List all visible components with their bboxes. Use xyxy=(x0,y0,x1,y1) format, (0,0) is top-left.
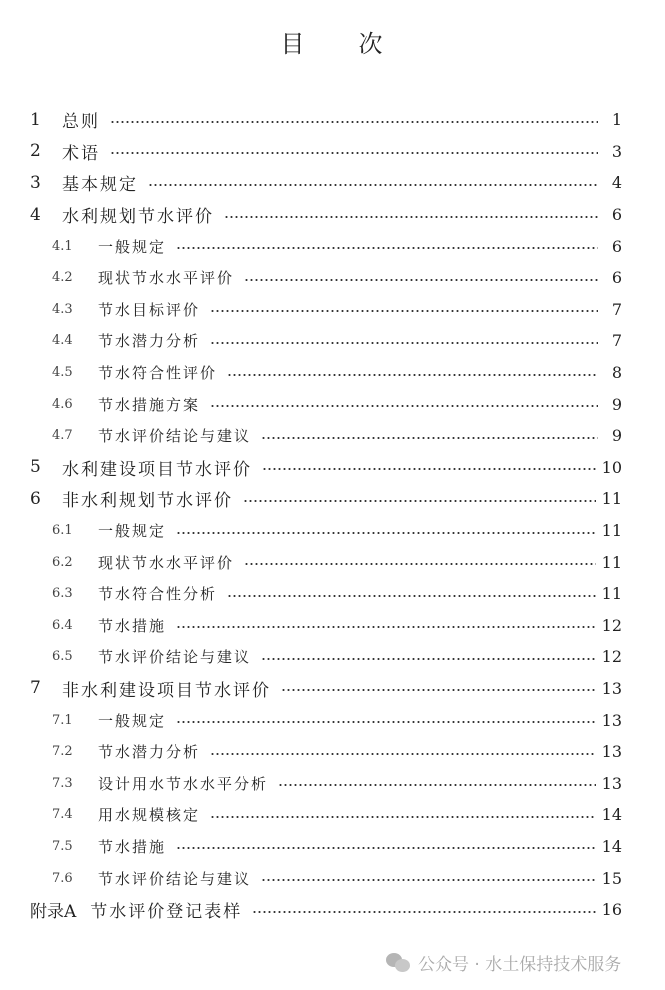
dot-leader xyxy=(227,594,596,598)
toc-entry-number: 6.4 xyxy=(52,617,73,633)
toc-entry-label: 节水潜力分析 xyxy=(98,332,201,351)
toc-entry-page: 13 xyxy=(601,710,622,730)
toc-entry[interactable] xyxy=(30,262,622,294)
dot-leader xyxy=(176,531,596,535)
toc-entry[interactable] xyxy=(30,167,622,199)
toc-entry-page: 7 xyxy=(611,299,622,319)
toc-title-char: 目 xyxy=(280,30,307,58)
toc-entry-page: 3 xyxy=(611,141,622,161)
toc-entry-page: 7 xyxy=(611,331,622,351)
dot-leader xyxy=(210,752,596,756)
watermark-text: 公众号 · 水土保持技术服务 xyxy=(418,955,622,975)
toc-entry[interactable] xyxy=(30,230,622,262)
toc-entry-page: 8 xyxy=(611,363,622,383)
toc-entry[interactable] xyxy=(30,325,622,357)
dot-leader xyxy=(281,688,596,692)
dot-leader xyxy=(278,783,596,787)
toc-entry-label: 水利建设项目节水评价 xyxy=(62,459,252,480)
toc-entry-number: 4.2 xyxy=(52,270,73,286)
toc-entry-number: 附录A xyxy=(30,902,77,923)
toc-entry[interactable] xyxy=(30,641,622,673)
toc-entry-number: 5 xyxy=(30,457,41,478)
table-of-contents xyxy=(30,104,622,925)
toc-entry[interactable] xyxy=(30,483,622,515)
toc-entry-label: 节水评价结论与建议 xyxy=(98,869,252,888)
toc-entry-number: 1 xyxy=(30,109,41,130)
toc-entry-page: 15 xyxy=(601,868,622,888)
toc-entry[interactable] xyxy=(30,831,622,863)
toc-entry-label: 总则 xyxy=(62,112,100,133)
toc-entry-page: 10 xyxy=(601,457,622,477)
toc-entry-number: 7.1 xyxy=(52,712,73,728)
dot-leader xyxy=(210,404,598,408)
toc-entry-number: 7.4 xyxy=(52,807,73,823)
toc-entry-page: 14 xyxy=(601,836,622,856)
toc-entry-page: 13 xyxy=(601,742,622,762)
toc-entry-label: 现状节水水平评价 xyxy=(98,553,235,572)
toc-entry-label: 节水符合性分析 xyxy=(98,585,218,604)
toc-entry-label: 节水目标评价 xyxy=(98,300,201,319)
dot-leader xyxy=(244,278,598,282)
toc-entry-page: 9 xyxy=(611,394,622,414)
toc-entry-label: 非水利建设项目节水评价 xyxy=(62,680,271,701)
toc-entry-page: 14 xyxy=(601,805,622,825)
toc-entry-number: 6.5 xyxy=(52,649,73,665)
toc-entry-label: 节水措施 xyxy=(98,837,167,856)
toc-entry[interactable] xyxy=(30,799,622,831)
toc-entry-number: 7.3 xyxy=(52,775,73,791)
toc-entry-label: 非水利规划节水评价 xyxy=(62,491,233,512)
toc-entry-number: 2 xyxy=(30,141,41,162)
toc-entry-number: 4 xyxy=(30,204,41,225)
toc-entry-page: 6 xyxy=(611,236,622,256)
toc-entry-number: 7.2 xyxy=(52,744,73,760)
dot-leader xyxy=(243,499,596,503)
toc-entry[interactable] xyxy=(30,294,622,326)
toc-entry[interactable] xyxy=(30,546,622,578)
toc-entry-page: 11 xyxy=(601,552,622,572)
toc-entry[interactable] xyxy=(30,610,622,642)
toc-entry-page: 11 xyxy=(601,521,622,541)
dot-leader xyxy=(176,625,596,629)
toc-entry-page: 12 xyxy=(601,615,622,635)
dot-leader xyxy=(227,373,598,377)
toc-entry[interactable] xyxy=(30,199,622,231)
toc-entry-number: 7.5 xyxy=(52,838,73,854)
toc-entry-number: 4.3 xyxy=(52,301,73,317)
toc-entry[interactable] xyxy=(30,388,622,420)
dot-leader xyxy=(224,215,598,219)
toc-entry-page: 9 xyxy=(611,426,622,446)
toc-entry[interactable] xyxy=(30,673,622,705)
toc-entry-page: 13 xyxy=(601,773,622,793)
toc-entry-label: 节水潜力分析 xyxy=(98,743,201,762)
toc-entry[interactable] xyxy=(30,357,622,389)
toc-entry[interactable] xyxy=(30,578,622,610)
toc-entry-page: 13 xyxy=(601,678,622,698)
toc-title-char: 次 xyxy=(358,30,385,58)
toc-entry-number: 6.2 xyxy=(52,554,73,570)
dot-leader xyxy=(252,910,595,914)
toc-entry-page: 6 xyxy=(611,205,622,225)
toc-entry[interactable] xyxy=(30,736,622,768)
toc-entry[interactable] xyxy=(30,104,622,136)
dot-leader xyxy=(210,309,598,313)
dot-leader xyxy=(176,846,596,850)
toc-entry-label: 术语 xyxy=(62,143,100,164)
toc-entry-number: 3 xyxy=(30,172,41,193)
dot-leader xyxy=(261,657,596,661)
dot-leader xyxy=(210,341,598,345)
toc-entry-number: 4.4 xyxy=(52,333,73,349)
toc-entry-page: 12 xyxy=(601,647,622,667)
dot-leader xyxy=(244,562,596,566)
toc-entry-label: 一般规定 xyxy=(98,522,167,541)
toc-entry-page: 11 xyxy=(601,584,622,604)
toc-entry[interactable] xyxy=(30,136,622,168)
toc-entry[interactable] xyxy=(30,862,622,894)
toc-entry-label: 节水评价结论与建议 xyxy=(98,648,252,667)
toc-entry-label: 一般规定 xyxy=(98,237,167,256)
watermark xyxy=(386,950,621,975)
toc-entry-number: 4.6 xyxy=(52,396,73,412)
dot-leader xyxy=(261,878,596,882)
toc-entry-label: 节水评价登记表样 xyxy=(90,902,243,923)
toc-entry-number: 7 xyxy=(30,678,41,699)
toc-entry-page: 16 xyxy=(601,900,622,920)
toc-entry-page: 6 xyxy=(611,268,622,288)
toc-entry-number: 4.7 xyxy=(52,428,73,444)
toc-entry-number: 4.5 xyxy=(52,365,73,381)
toc-entry-label: 节水符合性评价 xyxy=(98,364,218,383)
toc-entry-label: 一般规定 xyxy=(98,711,167,730)
toc-entry-number: 6 xyxy=(30,488,41,509)
dot-leader xyxy=(110,151,598,155)
toc-entry-number: 4.1 xyxy=(52,238,73,254)
toc-entry-label: 节水措施 xyxy=(98,616,167,635)
toc-entry-label: 水利规划节水评价 xyxy=(62,207,214,228)
toc-entry-number: 6.1 xyxy=(52,523,73,539)
dot-leader xyxy=(176,720,596,724)
toc-entry-label: 节水措施方案 xyxy=(98,395,201,414)
toc-entry-label: 节水评价结论与建议 xyxy=(98,427,252,446)
toc-entry-number: 6.3 xyxy=(52,586,73,602)
toc-entry-page: 1 xyxy=(611,110,622,130)
dot-leader xyxy=(148,183,598,187)
toc-entry[interactable] xyxy=(30,515,622,547)
toc-entry-label: 设计用水节水水平分析 xyxy=(98,774,269,793)
toc-entry[interactable] xyxy=(30,767,622,799)
dot-leader xyxy=(110,120,598,124)
toc-entry[interactable] xyxy=(30,894,622,926)
toc-entry-label: 基本规定 xyxy=(62,175,138,196)
toc-entry[interactable] xyxy=(30,704,622,736)
dot-leader xyxy=(262,467,596,471)
dot-leader xyxy=(176,246,598,250)
toc-entry-page: 11 xyxy=(601,489,622,509)
dot-leader xyxy=(261,436,598,440)
toc-entry-number: 7.6 xyxy=(52,870,73,886)
toc-entry-label: 用水规模核定 xyxy=(98,806,201,825)
dot-leader xyxy=(210,815,596,819)
toc-entry-page: 4 xyxy=(611,173,622,193)
toc-entry-label: 现状节水水平评价 xyxy=(98,269,235,288)
wechat-icon xyxy=(386,953,412,973)
toc-title xyxy=(0,24,665,59)
toc-entry[interactable] xyxy=(30,420,622,452)
toc-entry[interactable] xyxy=(30,452,622,484)
